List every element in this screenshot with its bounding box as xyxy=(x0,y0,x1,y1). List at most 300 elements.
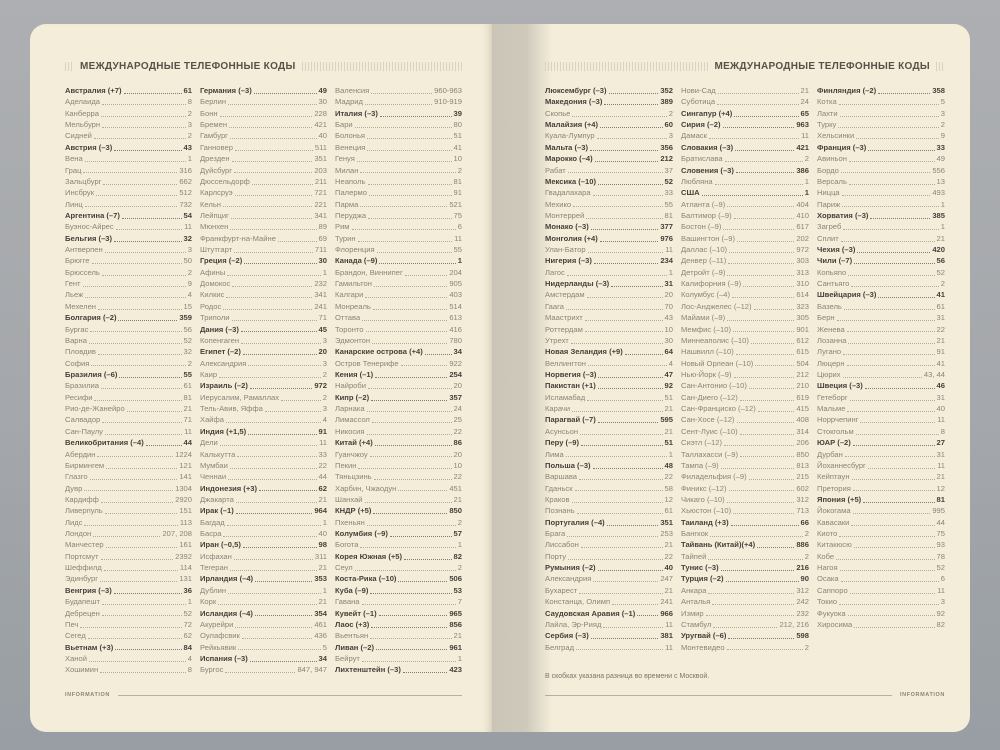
entry-code: 910-919 xyxy=(434,97,462,107)
entry-name: Линц xyxy=(65,199,83,209)
entry-name: Китай (+4) xyxy=(335,438,373,448)
entry-name: ЮАР (–2) xyxy=(817,438,851,448)
entry-code: 50 xyxy=(183,256,192,266)
entry-code: 56 xyxy=(183,324,192,334)
entry-code: 612 xyxy=(796,335,809,345)
entry-code: 34 xyxy=(453,347,462,357)
dot-leader xyxy=(360,206,447,207)
footer-label: INFORMATION xyxy=(65,692,110,698)
country-row xyxy=(65,312,192,323)
entry-name: Торонто xyxy=(335,324,364,334)
dot-leader xyxy=(727,275,794,276)
city-row xyxy=(817,369,945,380)
entry-code: 31 xyxy=(936,392,945,402)
entry-code: 12 xyxy=(664,494,673,504)
city-row xyxy=(335,199,462,210)
city-row xyxy=(545,187,673,198)
country-row xyxy=(200,85,327,96)
city-row xyxy=(200,642,327,653)
dot-leader xyxy=(853,490,935,491)
dot-leader xyxy=(373,309,447,310)
city-row xyxy=(65,471,192,482)
dot-leader xyxy=(749,388,794,389)
city-row xyxy=(817,449,945,460)
dot-leader xyxy=(587,297,663,298)
entry-code: 22 xyxy=(453,472,462,482)
city-row xyxy=(335,653,462,664)
dot-leader xyxy=(847,331,935,332)
city-row xyxy=(335,562,462,573)
entry-code: 89 xyxy=(318,222,327,232)
dot-leader xyxy=(581,445,662,446)
city-row xyxy=(545,301,673,312)
dot-leader xyxy=(868,150,934,151)
dot-leader xyxy=(595,161,659,162)
dot-leader xyxy=(727,502,795,503)
dot-leader xyxy=(106,468,177,469)
entry-code: 313 xyxy=(796,267,809,277)
entry-name: Копенгаген xyxy=(200,335,240,345)
dot-leader xyxy=(360,172,455,173)
dot-leader xyxy=(229,127,312,128)
entry-name: Вьентьян xyxy=(335,631,369,641)
dot-leader xyxy=(612,604,658,605)
entry-name: Новый Орлеан (–10) xyxy=(681,358,754,368)
dot-leader xyxy=(223,309,312,310)
city-row xyxy=(200,551,327,562)
dot-leader xyxy=(373,513,447,514)
entry-code: 506 xyxy=(449,574,462,584)
entry-code: 1 xyxy=(457,540,462,550)
entry-name: Парма xyxy=(335,199,359,209)
entry-name: Остров Тенерифе xyxy=(335,358,399,368)
entry-name: Авиньон xyxy=(817,154,847,164)
city-row xyxy=(817,471,945,482)
dot-leader xyxy=(106,547,178,548)
entry-code: 619 xyxy=(796,392,809,402)
city-row xyxy=(817,573,945,584)
entry-name: Канарские острова (+4) xyxy=(335,347,423,357)
entry-name: Джакарта xyxy=(200,494,234,504)
entry-name: Гетеборг xyxy=(817,392,848,402)
dot-leader xyxy=(102,104,186,105)
dot-leader xyxy=(588,365,667,366)
entry-code: 216 xyxy=(796,563,809,573)
dot-leader xyxy=(598,388,663,389)
entry-code: 81 xyxy=(936,494,945,504)
entry-name: Чикаго (–10) xyxy=(681,494,725,504)
dot-leader xyxy=(102,127,186,128)
entry-code: 75 xyxy=(453,210,462,220)
city-row xyxy=(817,414,945,425)
entry-name: Лиссабон xyxy=(545,540,579,550)
entry-code: 615 xyxy=(796,347,809,357)
dot-leader xyxy=(370,593,451,594)
entry-name: Харбин, Чжаодун xyxy=(335,483,397,493)
entry-name: Брюгге xyxy=(65,256,90,266)
entry-code: 511 xyxy=(314,142,327,152)
entry-name: Брага xyxy=(545,529,566,539)
dot-leader xyxy=(713,627,777,628)
city-row xyxy=(65,528,192,539)
entry-code: 504 xyxy=(796,358,809,368)
entry-code: 2 xyxy=(940,120,945,130)
entry-name: Флоренция xyxy=(335,245,375,255)
entry-code: 514 xyxy=(449,301,462,311)
dot-leader xyxy=(405,275,448,276)
entry-code: 242 xyxy=(796,597,809,607)
dot-leader xyxy=(577,513,663,514)
entry-name: Сан-Антонио (–10) xyxy=(681,381,747,391)
dot-leader xyxy=(609,93,659,94)
entry-code: 780 xyxy=(449,335,462,345)
city-row xyxy=(65,199,192,210)
entry-code: 30 xyxy=(664,335,673,345)
entry-code: 10 xyxy=(453,460,462,470)
entry-code: 11 xyxy=(937,460,945,470)
entry-code: 80 xyxy=(453,120,462,130)
city-row xyxy=(817,301,945,312)
dot-leader xyxy=(733,513,794,514)
dot-leader xyxy=(743,286,794,287)
entry-name: Амстердам xyxy=(545,290,585,300)
entry-code: 521 xyxy=(449,199,462,209)
entry-code: 91 xyxy=(453,188,462,198)
dot-leader xyxy=(358,468,451,469)
dot-leader xyxy=(105,434,182,435)
timezone-footnote: В скобках указана разница во времени с Москвой. xyxy=(545,673,710,680)
country-row xyxy=(545,460,673,471)
dot-leader xyxy=(837,320,935,321)
dot-leader xyxy=(731,525,799,526)
dot-leader xyxy=(607,525,659,526)
entry-name: Зальцбург xyxy=(65,176,102,186)
entry-name: Турин xyxy=(335,233,356,243)
entry-name: Лахти xyxy=(817,108,838,118)
entry-code: 52 xyxy=(664,176,673,186)
entry-name: Хорватия (–3) xyxy=(817,210,869,220)
dot-leader xyxy=(232,320,317,321)
dot-leader xyxy=(225,672,295,673)
entry-name: Монтевидео xyxy=(681,642,725,652)
dot-leader xyxy=(227,275,320,276)
entry-code: 11 xyxy=(454,233,462,243)
country-row xyxy=(545,630,673,641)
entry-name: Франкфурт-на-Майне xyxy=(200,233,276,243)
entry-name: Балтимор (–9) xyxy=(681,210,732,220)
entry-name: Сирия (–2) xyxy=(681,120,721,130)
city-row xyxy=(681,528,809,539)
country-row xyxy=(545,233,673,244)
city-row xyxy=(545,289,673,300)
entry-code: 614 xyxy=(796,290,809,300)
entry-code: 1 xyxy=(187,597,192,607)
entry-code: 7 xyxy=(457,597,462,607)
dot-leader xyxy=(218,604,316,605)
city-row xyxy=(65,630,192,641)
dot-leader xyxy=(252,184,313,185)
entry-name: Килкис xyxy=(200,290,225,300)
dot-leader xyxy=(865,388,935,389)
dot-leader xyxy=(94,138,186,139)
city-row xyxy=(681,267,809,278)
city-row xyxy=(200,460,327,471)
city-row xyxy=(65,608,192,619)
country-row xyxy=(817,244,945,255)
entry-code: 49 xyxy=(318,86,327,95)
entry-code: 4 xyxy=(187,653,192,663)
country-row xyxy=(545,278,673,289)
dot-leader xyxy=(637,615,658,616)
dot-leader xyxy=(598,377,662,378)
dot-leader xyxy=(355,570,456,571)
city-row xyxy=(545,539,673,550)
dot-leader xyxy=(89,343,182,344)
country-row xyxy=(200,380,327,391)
dot-leader xyxy=(119,377,181,378)
entry-name: Колумбус (–4) xyxy=(681,290,731,300)
entry-code: 1 xyxy=(940,199,945,209)
city-row xyxy=(817,346,945,357)
entry-name: Нагоя xyxy=(817,563,838,573)
entry-name: Лос-Анджелес (–12) xyxy=(681,301,752,311)
dot-leader xyxy=(84,525,177,526)
dot-leader xyxy=(248,365,320,366)
entry-name: Копьяпо xyxy=(817,267,847,277)
entry-name: Утрехт xyxy=(545,335,569,345)
entry-name: Сингапур (+4) xyxy=(681,108,733,118)
entry-code: 121 xyxy=(179,460,192,470)
dot-leader xyxy=(600,241,659,242)
entry-name: Монреаль xyxy=(335,301,371,311)
dot-leader xyxy=(840,116,939,117)
entry-code: 20 xyxy=(453,381,462,391)
entry-name: Пакистан (+1) xyxy=(545,381,596,391)
entry-code: 84 xyxy=(183,642,192,652)
entry-code: 2 xyxy=(322,392,327,402)
dot-leader xyxy=(843,229,938,230)
entry-name: Сиэтл (–12) xyxy=(681,438,723,448)
country-row xyxy=(681,562,809,573)
dot-leader xyxy=(360,547,455,548)
entry-name: Токио xyxy=(817,597,838,607)
entry-name: Никосия xyxy=(335,426,365,436)
city-row xyxy=(681,403,809,414)
entry-code: 61 xyxy=(664,506,673,516)
dot-leader xyxy=(856,138,939,139)
city-row xyxy=(335,494,462,505)
entry-name: Домокос xyxy=(200,279,231,289)
dot-leader xyxy=(371,627,447,628)
right-page-columns xyxy=(545,85,945,653)
city-row xyxy=(335,278,462,289)
dot-leader xyxy=(581,547,663,548)
country-row xyxy=(545,153,673,164)
dot-leader xyxy=(370,456,452,457)
entry-name: Хьюстон (–10) xyxy=(681,506,732,516)
dot-leader xyxy=(227,525,321,526)
entry-name: Познань xyxy=(545,506,575,516)
country-row xyxy=(335,255,462,266)
entry-code: 234 xyxy=(660,256,673,266)
city-row xyxy=(200,119,327,130)
city-row xyxy=(817,278,945,289)
entry-name: Дюссельдорф xyxy=(200,176,250,186)
dot-leader xyxy=(226,422,321,423)
entry-code: 886 xyxy=(796,540,809,550)
entry-name: Сплит xyxy=(817,233,839,243)
entry-code: 3 xyxy=(322,358,327,368)
dot-leader xyxy=(591,229,659,230)
dot-leader xyxy=(737,241,794,242)
dot-leader xyxy=(568,172,663,173)
city-row xyxy=(65,358,192,369)
entry-name: Нови-Сад xyxy=(681,86,716,95)
dot-leader xyxy=(100,581,177,582)
city-row xyxy=(681,494,809,505)
dot-leader xyxy=(590,150,658,151)
entry-code: 91 xyxy=(936,347,945,357)
entry-code: 10 xyxy=(664,324,673,334)
entry-name: Мемфис (–10) xyxy=(681,324,731,334)
city-row xyxy=(335,471,462,482)
entry-code: 33 xyxy=(318,449,327,459)
dot-leader xyxy=(588,252,664,253)
entry-code: 114 xyxy=(179,563,192,573)
dot-leader xyxy=(571,343,663,344)
entry-code: 92 xyxy=(664,381,673,391)
entry-code: 976 xyxy=(660,233,673,243)
entry-code: 22 xyxy=(318,460,327,470)
entry-code: 995 xyxy=(932,506,945,516)
city-row xyxy=(200,244,327,255)
dot-leader xyxy=(751,343,794,344)
city-row xyxy=(200,278,327,289)
country-row xyxy=(817,437,945,448)
city-row xyxy=(200,96,327,107)
city-row xyxy=(200,335,327,346)
entry-name: Ливан (–2) xyxy=(335,642,374,652)
entry-name: Вена xyxy=(65,154,83,164)
city-row xyxy=(335,426,462,437)
entry-code: 311 xyxy=(314,551,327,561)
entry-code: 4 xyxy=(668,358,673,368)
city-row xyxy=(817,358,945,369)
dot-leader xyxy=(230,138,317,139)
entry-name: Тяньцзинь xyxy=(335,472,372,482)
entry-name: Богота xyxy=(335,540,359,550)
entry-name: Брюссель xyxy=(65,267,100,277)
country-row xyxy=(545,517,673,528)
entry-name: Турку xyxy=(817,120,837,130)
dot-leader xyxy=(96,195,177,196)
country-row xyxy=(545,221,673,232)
entry-code: 1 xyxy=(804,176,809,186)
entry-code: 2 xyxy=(322,369,327,379)
country-row xyxy=(545,414,673,425)
city-row xyxy=(200,619,327,630)
city-row xyxy=(681,471,809,482)
entry-name: Нигерия (–3) xyxy=(545,256,592,266)
entry-code: 1 xyxy=(322,517,327,527)
entry-name: Лима xyxy=(545,449,564,459)
entry-name: Сегед xyxy=(65,631,86,641)
entry-code: 66 xyxy=(800,517,809,527)
entry-name: Бельгия (–3) xyxy=(65,233,113,243)
dot-leader xyxy=(863,502,934,503)
entry-name: Ницца xyxy=(817,188,840,198)
city-row xyxy=(65,414,192,425)
dot-leader xyxy=(721,468,795,469)
city-row xyxy=(681,380,809,391)
dot-leader xyxy=(85,206,178,207)
entry-name: Констанца, Олимп xyxy=(545,597,611,607)
dot-leader xyxy=(734,377,795,378)
dot-leader xyxy=(567,275,667,276)
dot-leader xyxy=(362,320,447,321)
city-row xyxy=(335,176,462,187)
dot-leader xyxy=(116,229,182,230)
city-row xyxy=(681,551,809,562)
dot-leader xyxy=(259,490,317,491)
entry-code: 732 xyxy=(179,199,192,209)
dot-leader xyxy=(91,365,185,366)
entry-code: 43, 44 xyxy=(923,369,945,379)
entry-name: Македония (–3) xyxy=(545,97,603,107)
entry-code: 82 xyxy=(936,619,945,629)
dot-leader xyxy=(101,116,186,117)
codes-column xyxy=(817,85,945,653)
entry-name: Пекин xyxy=(335,460,357,470)
entry-name: Ченнаи xyxy=(200,472,227,482)
entry-name: Парагвай (–7) xyxy=(545,415,596,425)
city-row xyxy=(681,244,809,255)
entry-name: Нью-Йорк (–9) xyxy=(681,369,732,379)
entry-name: Марокко (–4) xyxy=(545,154,593,164)
country-row xyxy=(65,210,192,221)
country-row xyxy=(335,608,462,619)
country-row xyxy=(65,369,192,380)
entry-code: 22 xyxy=(664,551,673,561)
entry-code: 40 xyxy=(318,131,327,141)
city-row xyxy=(817,528,945,539)
dot-leader xyxy=(97,456,173,457)
dot-leader xyxy=(625,354,663,355)
entry-name: Бургос xyxy=(200,665,224,675)
entry-code: 33 xyxy=(936,142,945,152)
dot-leader xyxy=(848,275,934,276)
country-row xyxy=(817,85,945,96)
city-row xyxy=(681,153,809,164)
dot-leader xyxy=(219,377,321,378)
city-row xyxy=(545,483,673,494)
entry-name: Лагос xyxy=(545,267,565,277)
entry-code: 21 xyxy=(664,426,673,436)
dot-leader xyxy=(593,581,658,582)
city-row xyxy=(817,562,945,573)
entry-code: 404 xyxy=(796,199,809,209)
entry-name: Краков xyxy=(545,494,570,504)
country-row xyxy=(681,108,809,119)
entry-name: Гамбург xyxy=(200,131,228,141)
entry-name: Лихтенштейн (–3) xyxy=(335,665,401,675)
city-row xyxy=(65,403,192,414)
dot-leader xyxy=(723,127,795,128)
entry-name: Япония (+5) xyxy=(817,494,862,504)
city-row xyxy=(681,414,809,425)
city-row xyxy=(200,176,327,187)
entry-name: Кардифф xyxy=(65,494,99,504)
